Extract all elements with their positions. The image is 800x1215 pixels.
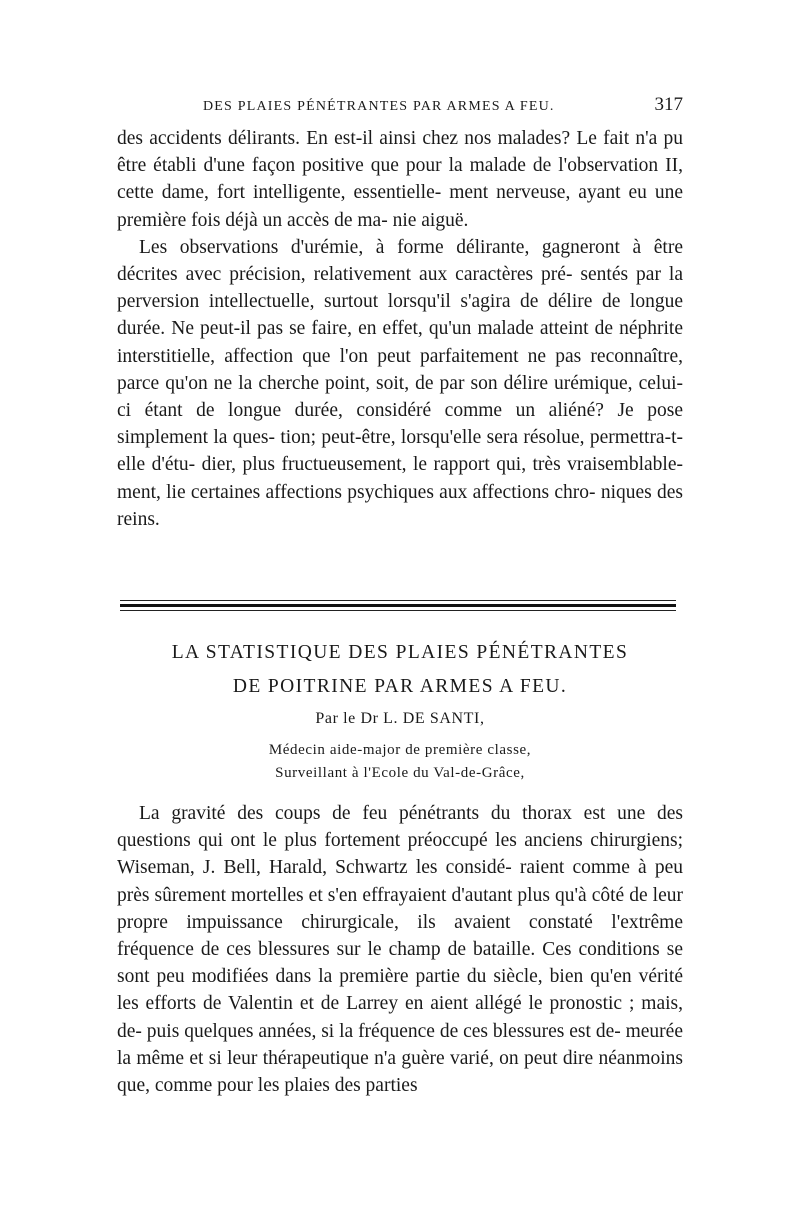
paragraph xyxy=(117,800,683,1099)
text-line: de l'observation II, cette dame, fort intelligente, essentielle- xyxy=(117,155,683,204)
author-affiliation: Surveillant à l'Ecole du Val-de-Grâce, xyxy=(275,765,525,781)
text-line: niques des reins. xyxy=(117,481,683,530)
text-line: ment nerveuse, ayant eu une première fois déjà un accès de ma- xyxy=(117,182,683,231)
text-line: dier, plus fructueusement, le rapport qui, très vraisemblable- xyxy=(201,454,683,476)
paragraph xyxy=(117,125,683,234)
text-line: Les observations d'urémie, à forme délirante, gagneront à xyxy=(139,236,654,258)
article-body xyxy=(117,800,683,1099)
text-line: délire de longue durée. Ne peut-il pas se faire, en effet, qu'un xyxy=(117,291,683,340)
text-line: chirurgiens; Wiseman, J. Bell, Harald, Schwartz les considé- xyxy=(117,830,683,879)
text-line: parfaitement ne pas reconnaître, parce qu'on ne la cherche xyxy=(117,345,684,394)
article-title-line1: LA STATISTIQUE DES PLAIES PÉNÉTRANTES xyxy=(171,642,629,663)
paragraph xyxy=(117,234,683,533)
article-title-line2: DE POITRINE PAR ARMES A FEU. xyxy=(232,676,568,697)
text-line: ils avaient constaté l'extrême fréquence de ces blessures sur le xyxy=(117,911,684,961)
running-head xyxy=(117,94,683,116)
text-line: ment, lie certaines affections psychiques aux affections chro- xyxy=(117,481,601,503)
text-line: meurée la même et si leur thérapeutique n'a guère varié, on xyxy=(117,1020,683,1069)
running-title: DES PLAIES PÉNÉTRANTES PAR ARMES A FEU. xyxy=(203,99,555,114)
text-line: des questions qui ont le plus fortement préoccupé les anciens xyxy=(117,803,683,852)
text-line: sentés par la perversion intellectuelle, surtout lorsqu'il s'agira de xyxy=(117,264,683,313)
text-line: nie aiguë. xyxy=(392,209,469,231)
previous-article-ending xyxy=(117,125,683,533)
author-affiliation: Médecin aide-major de première classe, xyxy=(268,742,532,758)
text-line: d'autant plus qu'à côté de leur propre impuissance chirurgicale, xyxy=(117,884,683,933)
text-line: durée, considéré comme un aliéné? Je pose simplement la ques- xyxy=(117,400,683,449)
text-line: La gravité des coups de feu pénétrants du thorax est une xyxy=(139,803,657,824)
text-line: malade atteint de néphrite interstitielle, affection que l'on peut xyxy=(117,318,683,367)
text-line: point, soit, de par son délire urémique, celui-ci étant de longue xyxy=(117,372,683,422)
text-line: Valentin et de Larrey en aient allégé le pronostic ; mais, de- xyxy=(117,993,683,1042)
text-line: fait n'a pu être établi d'une façon positive que pour la malade xyxy=(117,128,683,177)
author-line: Par le Dr L. DE SANTI, xyxy=(315,710,485,727)
text-line: champ de bataille. Ces conditions se sont peu modifiées dans xyxy=(117,939,683,988)
page-number: 317 xyxy=(654,94,683,115)
text-line: peut dire néanmoins que, comme pour les plaies des parties xyxy=(117,1047,683,1097)
text-line: tion; peut-être, lorsqu'elle sera résolue, permettra-t-elle d'étu- xyxy=(117,427,683,476)
section-divider xyxy=(120,600,676,611)
text-line: puis quelques années, si la fréquence de ces blessures est de- xyxy=(146,1020,626,1042)
text-line: être décrites avec précision, relativement aux caractères pré- xyxy=(117,236,683,286)
text-line: des accidents délirants. En est-il ainsi chez nos malades? Le xyxy=(117,128,604,149)
text-line: raient comme à peu près sûrement mortelles et s'en effrayaient xyxy=(117,857,683,906)
text-line: la première partie du siècle, bien qu'en vérité les efforts de xyxy=(117,966,683,1015)
